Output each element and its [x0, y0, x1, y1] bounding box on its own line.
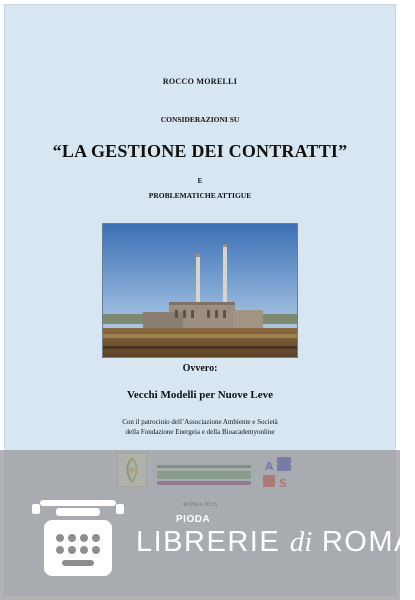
intro-line: CONSIDERAZIONI SU	[160, 115, 240, 124]
watermark-pre-label: PIODA	[176, 514, 211, 525]
book-subtitle: Vecchi Modelli per Nuove Leve	[126, 389, 274, 401]
author-name: ROCCO MORELLI	[162, 77, 238, 86]
typewriter-icon	[26, 494, 130, 580]
conjunction-line: E	[197, 177, 203, 185]
brand-word-librerie: LIBRERIE	[136, 526, 281, 558]
watermark-brand	[136, 526, 415, 559]
brand-word-di: di	[289, 526, 313, 558]
patronage-text	[5, 417, 395, 437]
book-title: “LA GESTIONE DEI CONTRATTI”	[52, 141, 348, 161]
ovvero-label: Ovvero:	[182, 363, 218, 374]
patronage-line-2: della Fondazione Energeia e della Bioacademyonline	[125, 428, 275, 436]
brand-word-roma: ROMA	[321, 526, 415, 558]
power-plant-photo	[102, 223, 298, 358]
patronage-line-1: Con il patrocinio dell’Associazione Ambiente e Società	[122, 418, 278, 426]
secondary-title: PROBLEMATICHE ATTIGUE	[148, 191, 252, 200]
